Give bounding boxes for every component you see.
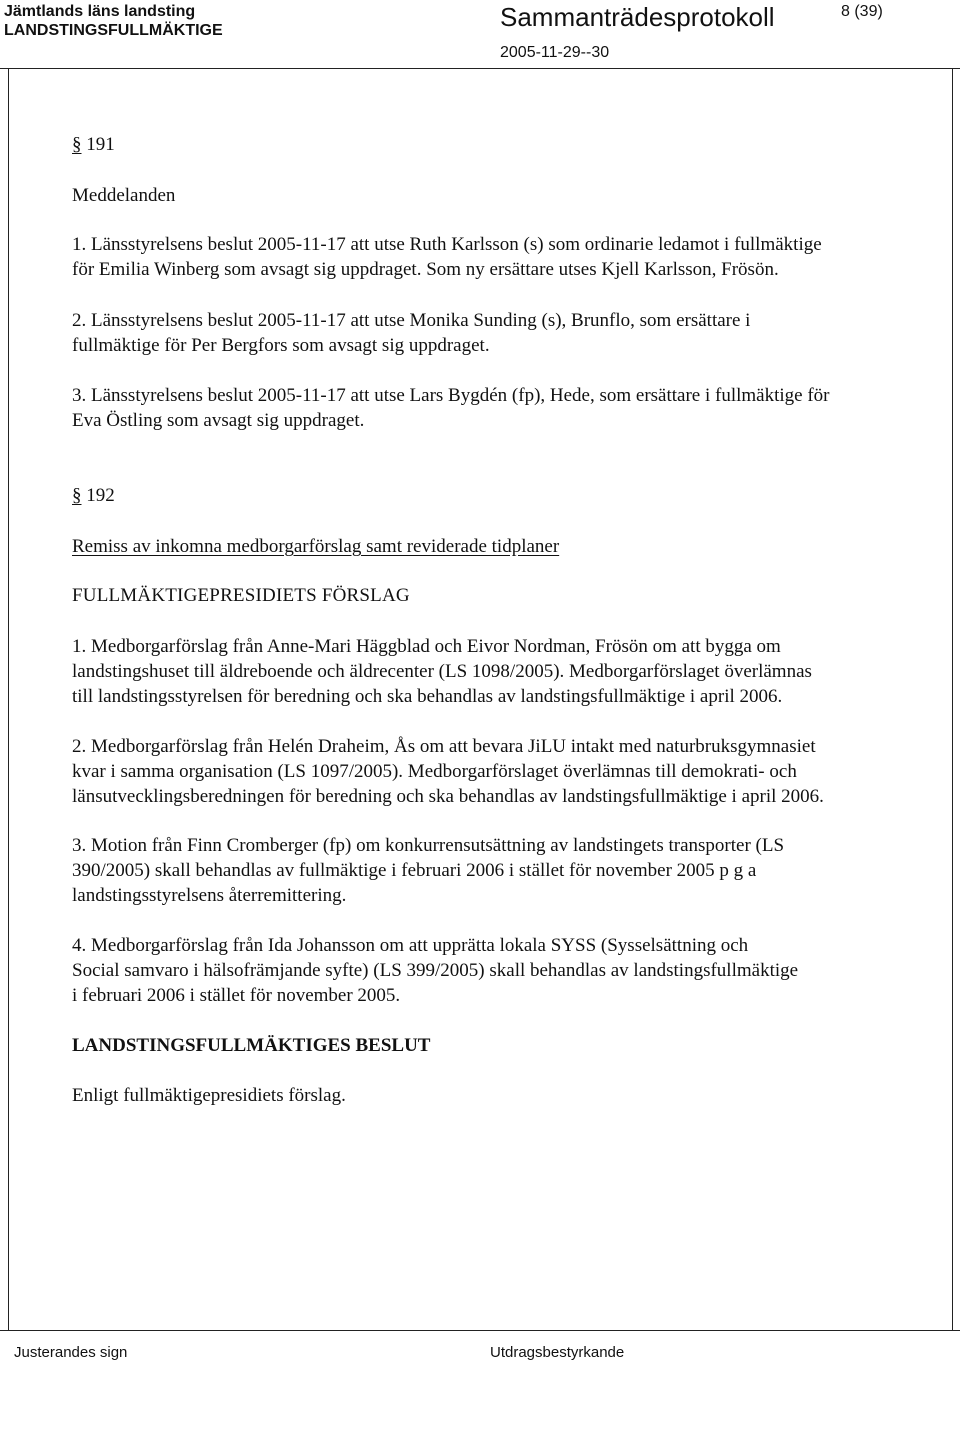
text-line: fullmäktige för Per Bergfors som avsagt sig uppdraget. bbox=[72, 335, 490, 356]
organization-line-1: Jämtlands läns landsting bbox=[4, 3, 196, 20]
section-191-item-3 bbox=[72, 383, 830, 433]
section-191-heading: Meddelanden bbox=[72, 185, 176, 206]
text-line: 3. Motion från Finn Cromberger (fp) om konkurrensutsättning av landstingets transporter (LS bbox=[72, 835, 785, 856]
section-number: 191 bbox=[86, 134, 115, 155]
section-192-heading: Remiss av inkomna medborgarförslag samt reviderade tidplaner bbox=[72, 536, 560, 557]
text-line: 2. Medborgarförslag från Helén Draheim, Ås om att bevara JiLU intakt med naturbruksgymnasiet bbox=[72, 736, 816, 757]
text-line: 3. Länsstyrelsens beslut 2005-11-17 att utse Lars Bygdén (fp), Hede, som ersättare i fullmäktige för bbox=[72, 385, 830, 406]
frame-top-line bbox=[0, 68, 960, 69]
section-192-number bbox=[72, 483, 115, 508]
frame-bottom-line bbox=[0, 1330, 960, 1331]
footer-signature-label: Justerandes sign bbox=[14, 1344, 128, 1361]
footer-certification-label: Utdragsbestyrkande bbox=[490, 1344, 625, 1361]
document-title: Sammanträdesprotokoll bbox=[500, 2, 775, 32]
text-line: 1. Länsstyrelsens beslut 2005-11-17 att utse Ruth Karlsson (s) som ordinarie ledamot i fullmäktige bbox=[72, 234, 822, 255]
section-number: 192 bbox=[86, 485, 115, 506]
section-192-item-1 bbox=[72, 634, 812, 709]
text-line: länsutvecklingsberedningen för beredning och ska behandlas av landstingsfullmäktige i april 2006. bbox=[72, 786, 824, 807]
page-number: 8 (39) bbox=[841, 3, 883, 20]
paragraph-sign: § bbox=[72, 485, 82, 506]
section-192-item-3 bbox=[72, 833, 784, 908]
text-line: kvar i samma organisation (LS 1097/2005). Medborgarförslaget överlämnas till demokrati- och bbox=[72, 761, 797, 782]
frame-left-line bbox=[8, 68, 9, 1330]
decision-heading: LANDSTINGSFULLMÄKTIGES BESLUT bbox=[72, 1035, 431, 1056]
section-191-item-2 bbox=[72, 308, 750, 358]
section-192-item-2 bbox=[72, 734, 824, 809]
text-line: 390/2005) skall behandlas av fullmäktige i februari 2006 i stället för november 2005 p g a bbox=[72, 860, 757, 881]
section-192-item-4 bbox=[72, 933, 798, 1008]
text-line: Eva Östling som avsagt sig uppdraget. bbox=[72, 410, 365, 431]
decision-text: Enligt fullmäktigepresidiets förslag. bbox=[72, 1085, 346, 1106]
meeting-date: 2005-11-29--30 bbox=[500, 44, 610, 61]
paragraph-sign: § bbox=[72, 134, 82, 155]
frame-right-line bbox=[952, 68, 953, 1330]
text-line: 4. Medborgarförslag från Ida Johansson om att upprätta lokala SYSS (Sysselsättning och bbox=[72, 935, 749, 956]
text-line: 1. Medborgarförslag från Anne-Mari Häggblad och Eivor Nordman, Frösön om att bygga om bbox=[72, 636, 781, 657]
text-line: Social samvaro i hälsofrämjande syfte) (LS 399/2005) skall behandlas av landstingsfullmäktige bbox=[72, 960, 799, 981]
text-line: i februari 2006 i stället för november 2005. bbox=[72, 985, 401, 1006]
organization-line-2: LANDSTINGSFULLMÄKTIGE bbox=[4, 22, 223, 39]
section-191-item-1 bbox=[72, 232, 822, 282]
text-line: 2. Länsstyrelsens beslut 2005-11-17 att utse Monika Sunding (s), Brunflo, som ersättare i bbox=[72, 310, 751, 331]
text-line: för Emilia Winberg som avsagt sig uppdraget. Som ny ersättare utses Kjell Karlsson, Frösön. bbox=[72, 259, 779, 280]
organization-name bbox=[4, 2, 223, 40]
section-191-number bbox=[72, 132, 115, 157]
text-line: till landstingsstyrelsen för beredning och ska behandlas av landstingsfullmäktige i april 2006. bbox=[72, 686, 783, 707]
text-line: landstingshuset till äldreboende och äldrecenter (LS 1098/2005). Medborgarförslaget överlämnas bbox=[72, 661, 812, 682]
proposal-heading: FULLMÄKTIGEPRESIDIETS FÖRSLAG bbox=[72, 585, 410, 606]
text-line: landstingsstyrelsens återremittering. bbox=[72, 885, 347, 906]
